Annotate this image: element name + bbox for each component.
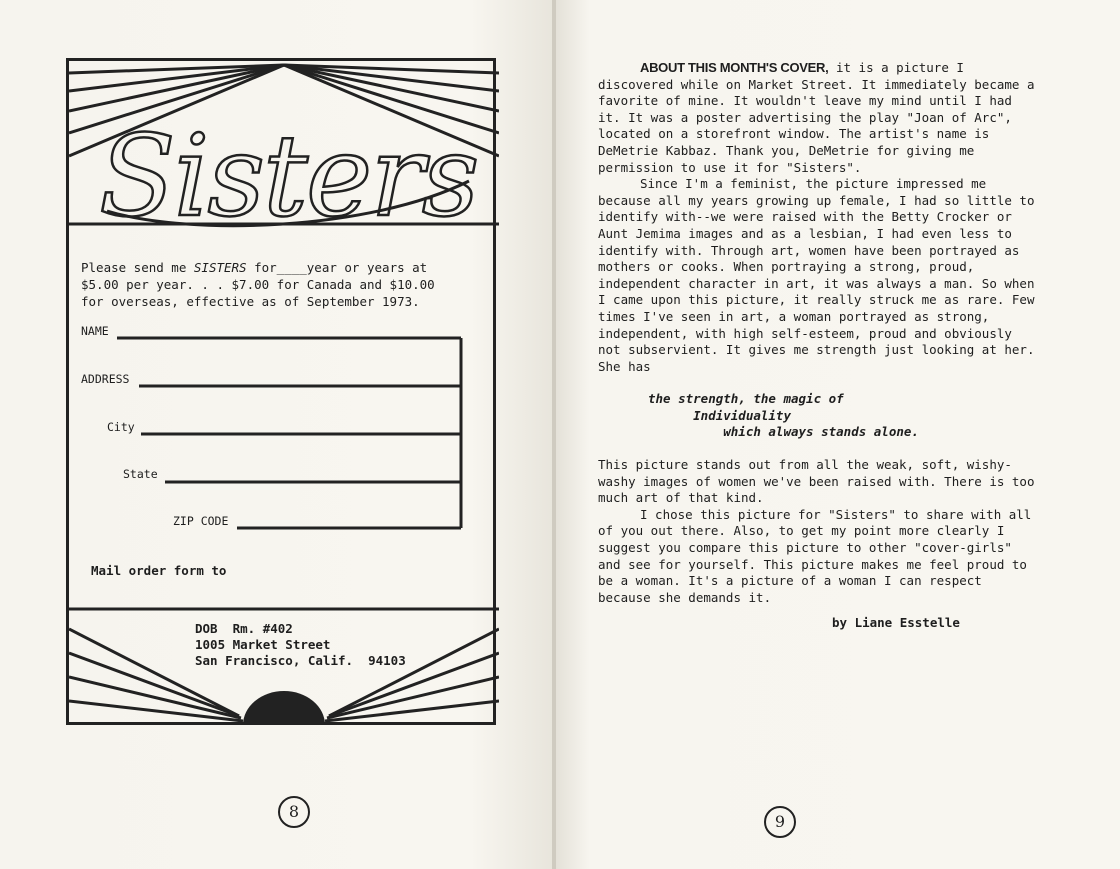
page-left: [0, 0, 553, 869]
page-number-left: 8: [278, 796, 310, 828]
address-field-label: ADDRESS: [81, 372, 130, 386]
poem-line: Individuality: [648, 407, 791, 423]
poem-line: the strength, the magic of: [648, 391, 844, 407]
zip-field-label: ZIP CODE: [173, 514, 229, 528]
poem-quote: [598, 391, 1038, 441]
name-field-label: NAME: [81, 324, 109, 338]
order-instructions: [81, 259, 491, 310]
article-heading: ABOUT THIS MONTH'S COVER,: [640, 60, 829, 75]
poem-line: which always stands alone.: [648, 424, 919, 440]
article-paragraph: I chose this picture for "Sisters" to share with all of you out there. Also, to get my point more clearly I suggest you compare this picture to other "cover-girls" and see for yourself. This picture makes me feel proud to be a woman. It's a picture of a woman I can respect because she demands it.: [598, 506, 1032, 605]
article-paragraph: [598, 60, 1038, 176]
address-line: 1005 Market Street: [195, 637, 331, 652]
sisters-logo: Sisters: [99, 112, 478, 242]
address-line: DOB Rm. #402: [195, 621, 293, 636]
cover-article: [598, 60, 1038, 606]
state-field-label: State: [123, 467, 158, 481]
mailing-address: [195, 621, 406, 669]
order-text-title: SISTERS: [193, 260, 247, 275]
order-text-prefix: Please send me: [81, 260, 194, 275]
address-line: San Francisco, Calif. 94103: [195, 653, 406, 668]
author-byline: by Liane Esstelle: [832, 615, 960, 630]
paragraph-text: it is a picture I discovered while on Market Street. It immediately became a favorite of mine. It wouldn't leave my mind until I had it. It was a poster advertising the play "Joan of Arc", located on a storefront window. The artist's name is DeMetrie Kabbaz. Thank you, DeMetrie for giving me permission to use it for "Sisters".: [598, 60, 1035, 175]
order-form: [66, 58, 496, 725]
city-field-label: City: [107, 420, 135, 434]
article-paragraph: This picture stands out from all the weak, soft, wishy-washy images of women we've been raised with. There is too much art of that kind.: [598, 457, 1035, 506]
page-right: [556, 0, 1120, 869]
page-number-right: 9: [764, 806, 796, 838]
article-paragraph: Since I'm a feminist, the picture impressed me because all my years growing up female, I had so little to identify with--we were raised with the Betty Crocker or Aunt Jemima images and as a lesbian, I had even less to identify with. Through art, women have been portrayed as mothers or cooks. When portraying a strong, proud, independent character in art, it was always a man. So when I came upon this picture, it really struck me as rare. Few times I've seen in art, a woman portrayed as strong, independent, with high self-esteem, proud and obviously not subservient. It gives me strength just looking at her. She has: [598, 176, 1035, 374]
order-text-rest: for____year or years at $5.00 per year. . . $7.00 for Canada and $10.00 for overseas, effective as of September 1973.: [81, 260, 435, 309]
mail-order-label: Mail order form to: [91, 563, 227, 578]
